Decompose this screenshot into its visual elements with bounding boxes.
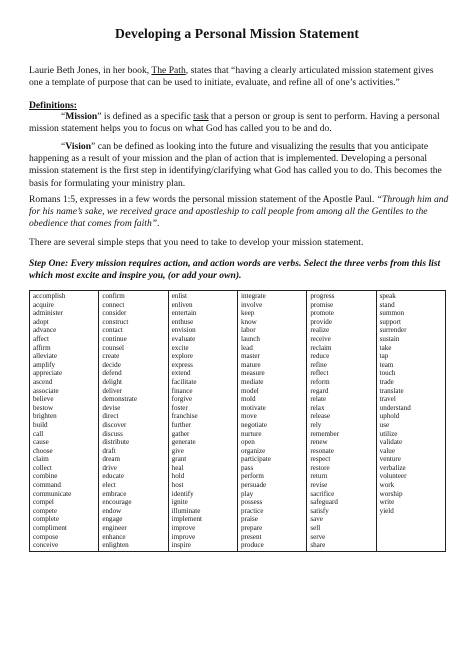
vision-term: Vision: [65, 141, 92, 152]
verb-item: mold: [240, 395, 256, 404]
verb-item: praise: [240, 515, 258, 524]
verb-item: sustain: [379, 334, 400, 343]
verb-item: consider: [102, 309, 127, 318]
verb-item: claim: [33, 455, 49, 464]
verb-item: confirm: [102, 292, 125, 300]
steps-intro: There are several simple steps that you need to take to develop your mission statement.: [29, 237, 364, 248]
verb-item: reclaim: [310, 343, 332, 352]
verb-item: master: [240, 352, 260, 361]
verb-item: present: [240, 532, 262, 541]
verb-item: demonstrate: [102, 395, 137, 404]
verb-item: implement: [171, 515, 202, 524]
verb-item: forgive: [171, 395, 193, 404]
verb-item: return: [310, 472, 328, 481]
verb-item: refine: [310, 360, 327, 369]
verb-item: venture: [379, 455, 401, 464]
verb-item: keep: [240, 309, 255, 318]
verb-item: team: [379, 360, 394, 369]
verb-item: tap: [379, 352, 389, 361]
verb-item: give: [171, 446, 184, 455]
verb-item: advance: [33, 326, 57, 335]
verb-item: revise: [310, 481, 328, 490]
verb-item: appreciate: [33, 369, 63, 378]
verb-item: speak: [379, 292, 396, 300]
verb-item: remember: [310, 429, 340, 438]
verb-item: dream: [102, 455, 121, 464]
verb-item: touch: [379, 369, 396, 378]
verb-item: alleviate: [33, 352, 58, 361]
verb-item: express: [171, 360, 193, 369]
verb-item: reduce: [310, 352, 330, 361]
verb-item: compliment: [33, 524, 67, 533]
verb-item: illuminate: [171, 506, 201, 515]
book-title-link: The Path: [151, 65, 186, 76]
verb-item: use: [379, 420, 390, 429]
verb-item: motivate: [240, 403, 266, 412]
verb-item: practice: [240, 506, 264, 515]
verb-item: draft: [102, 446, 116, 455]
verb-item: enlist: [171, 292, 188, 300]
verb-item: drive: [102, 463, 117, 472]
definitions-heading: Definitions:: [29, 100, 77, 111]
scripture-quote: “Through him and for his name’s sake, we received grace and apostleship to call people from among all the Gentiles to the obedience that comes from faith”: [29, 194, 449, 230]
verb-item: affect: [33, 334, 50, 343]
verb-item: yield: [379, 506, 394, 515]
verb-item: facilitate: [171, 377, 197, 386]
verb-item: satisfy: [310, 506, 329, 515]
verb-item: mature: [240, 360, 261, 369]
verb-item: relax: [310, 403, 325, 412]
verb-item: volunteer: [379, 472, 407, 481]
verb-item: take: [379, 343, 392, 352]
verb-item: evaluate: [171, 334, 196, 343]
verb-item: engage: [102, 515, 123, 524]
verb-item: pass: [240, 463, 254, 472]
verb-item: finance: [171, 386, 193, 395]
verb-item: involve: [240, 300, 263, 309]
verb-item: provide: [310, 317, 332, 326]
verb-item: know: [240, 317, 257, 326]
verb-item: communicate: [33, 489, 72, 498]
verb-item: deliver: [102, 386, 123, 395]
verb-item: support: [379, 317, 401, 326]
verb-item: work: [379, 481, 395, 490]
verb-item: produce: [240, 541, 264, 550]
verb-item: prepare: [240, 524, 263, 533]
verb-item: decide: [102, 360, 121, 369]
verb-item: reform: [310, 377, 330, 386]
verb-item: sacrifice: [310, 489, 335, 498]
verb-item: collect: [33, 463, 52, 472]
verb-column-6: [376, 291, 445, 552]
verb-item: [380, 541, 445, 550]
verb-item: delight: [102, 377, 123, 386]
verb-item: translate: [379, 386, 404, 395]
verb-item: engineer: [102, 524, 127, 533]
verb-item: excite: [171, 343, 189, 352]
verb-item: endow: [102, 506, 122, 515]
verb-item: combine: [33, 472, 58, 481]
verb-item: regard: [310, 386, 329, 395]
results-keyword: results: [329, 141, 355, 152]
verb-item: mediate: [240, 377, 264, 386]
verb-item: hold: [171, 472, 185, 481]
verb-item: identify: [171, 489, 194, 498]
verb-item: surrender: [379, 326, 407, 335]
verb-item: extend: [171, 369, 191, 378]
verb-item: host: [171, 481, 184, 490]
verb-item: improve: [171, 524, 196, 533]
verb-item: integrate: [240, 292, 266, 300]
verb-item: connect: [102, 300, 125, 309]
verb-item: direct: [102, 412, 119, 421]
verb-item: participate: [240, 455, 271, 464]
verb-item: possess: [240, 498, 263, 507]
verb-item: enhance: [102, 532, 126, 541]
verb-item: restore: [310, 463, 330, 472]
verb-item: verbalize: [379, 463, 406, 472]
verb-item: promise: [310, 300, 334, 309]
verb-item: nurture: [240, 429, 262, 438]
verb-item: brighten: [33, 412, 57, 421]
verb-item: move: [240, 412, 257, 421]
verb-item: perform: [240, 472, 264, 481]
verb-item: complete: [33, 515, 59, 524]
verb-item: construct: [102, 317, 129, 326]
step-one-instructions: Step One: Every mission requires action, and action words are verbs. Select the three verbs from this list which most excite and inspire you, (or add your own).: [29, 258, 441, 282]
verb-column-5: [307, 291, 376, 552]
verb-column-2: [99, 291, 168, 552]
verb-item: respect: [310, 455, 331, 464]
verb-item: choose: [33, 446, 53, 455]
verb-item: uphold: [379, 412, 400, 421]
verb-item: defend: [102, 369, 122, 378]
verb-item: grant: [171, 455, 187, 464]
verb-item: contact: [102, 326, 123, 335]
verb-item: launch: [240, 334, 260, 343]
verb-item: relate: [310, 395, 327, 404]
verb-item: enliven: [171, 300, 193, 309]
verb-item: affirm: [33, 343, 51, 352]
verb-item: worship: [379, 489, 403, 498]
intro-quote: , states that “having a clearly articulated mission statement gives one a template of purpose that can be used to initiate, evaluate, and refine all of one’s activities.”: [29, 65, 434, 89]
verb-item: [380, 524, 445, 533]
verb-item: create: [102, 352, 120, 361]
verb-item: foster: [171, 403, 188, 412]
verb-item: value: [379, 446, 396, 455]
verb-item: open: [240, 438, 255, 447]
verb-item: call: [33, 429, 44, 438]
vision-definition: “Vision” can be defined as looking into the future and visualizing the results that you anticipate happening as a result of your mission and the plan of action that is implemented. Developing a personal mission statement is the first step in identifying/clarifying what God has called you to do. This becomes the basis for formulating your ministry plan.: [29, 141, 442, 189]
verb-item: reflect: [310, 369, 329, 378]
verb-item: ascend: [33, 377, 53, 386]
verb-item: adopt: [33, 317, 49, 326]
verb-item: progress: [310, 292, 335, 300]
verb-item: distribute: [102, 438, 130, 447]
mission-definition: “Mission” is defined as a specific task that a person or group is sent to perform. Having a personal mission statement helps you to focus on what God has called you to be and do.: [29, 111, 440, 135]
verb-item: compete: [33, 506, 58, 515]
verb-item: discuss: [102, 429, 123, 438]
verb-column-3: [168, 291, 237, 552]
intro-paragraph: [29, 65, 449, 89]
verb-item: gather: [171, 429, 190, 438]
verb-table: [29, 290, 446, 552]
verb-item: release: [310, 412, 331, 421]
verb-item: explore: [171, 352, 193, 361]
verb-item: devise: [102, 403, 121, 412]
verb-item: play: [240, 489, 254, 498]
verb-item: franchise: [171, 412, 198, 421]
verb-item: amplify: [33, 360, 56, 369]
verb-item: heal: [171, 463, 184, 472]
verb-item: improve: [171, 532, 196, 541]
verb-item: envision: [171, 326, 196, 335]
verb-item: bestow: [33, 403, 54, 412]
verb-item: compose: [33, 532, 59, 541]
verb-item: conceive: [33, 541, 59, 550]
verb-item: ignite: [171, 498, 188, 507]
verb-item: model: [240, 386, 259, 395]
verb-item: rely: [310, 420, 322, 429]
verb-item: understand: [379, 403, 411, 412]
verb-item: associate: [33, 386, 59, 395]
verb-item: educate: [102, 472, 124, 481]
page-title: Developing a Personal Mission Statement: [114, 26, 360, 41]
verb-item: share: [310, 541, 326, 550]
verb-item: encourage: [102, 498, 132, 507]
verb-item: persuade: [240, 481, 267, 490]
verb-item: accomplish: [33, 292, 66, 300]
verb-item: labor: [240, 326, 256, 335]
verb-item: entertain: [171, 309, 197, 318]
verb-item: sell: [310, 524, 321, 533]
verb-item: measure: [240, 369, 265, 378]
romans-paragraph: Romans 1:5, expresses in a few words the personal mission statement of the Apostle Paul. “Through him and for his name’s sake, we received grace and apostleship to call people from among all the Gentiles to the obedience that comes from faith”.: [29, 194, 449, 230]
verb-item: cause: [33, 438, 49, 447]
intro-text: Laurie Beth Jones, in her book,: [29, 65, 152, 76]
verb-item: negotiate: [240, 420, 267, 429]
verb-item: realize: [310, 326, 330, 335]
verb-item: inspire: [171, 541, 191, 550]
verb-item: further: [171, 420, 191, 429]
verb-item: continue: [102, 334, 127, 343]
verb-item: embrace: [102, 489, 127, 498]
verb-item: [380, 515, 445, 524]
verb-item: travel: [379, 395, 396, 404]
verb-item: promote: [310, 309, 334, 318]
verb-item: trade: [379, 377, 394, 386]
verb-item: stand: [379, 300, 395, 309]
verb-item: [380, 533, 445, 542]
verb-item: build: [33, 420, 48, 429]
verb-item: compel: [33, 498, 54, 507]
verb-item: lead: [240, 343, 253, 352]
verb-item: believe: [33, 395, 54, 404]
verb-item: organize: [240, 446, 266, 455]
verb-item: utilize: [379, 429, 398, 438]
verb-item: discover: [102, 420, 127, 429]
verb-item: enthuse: [171, 317, 194, 326]
verb-item: safeguard: [310, 498, 338, 507]
verb-item: summon: [379, 309, 405, 318]
verb-item: generate: [171, 438, 196, 447]
verb-item: resonate: [310, 446, 334, 455]
verb-item: validate: [379, 438, 403, 447]
mission-term: Mission: [65, 111, 98, 122]
verb-item: receive: [310, 334, 331, 343]
verb-item: serve: [310, 532, 326, 541]
verb-item: renew: [310, 438, 328, 447]
verb-item: save: [310, 515, 323, 524]
verb-item: enlighten: [102, 541, 129, 550]
verb-item: administer: [33, 309, 63, 318]
verb-item: acquire: [33, 300, 54, 309]
verb-item: command: [33, 481, 61, 490]
verb-item: counsel: [102, 343, 124, 352]
task-keyword: task: [193, 111, 209, 122]
verb-table-row: [30, 291, 446, 552]
verb-item: write: [379, 498, 395, 507]
verb-item: elect: [102, 481, 116, 490]
verb-column-1: [30, 291, 99, 552]
verb-column-4: [237, 291, 306, 552]
